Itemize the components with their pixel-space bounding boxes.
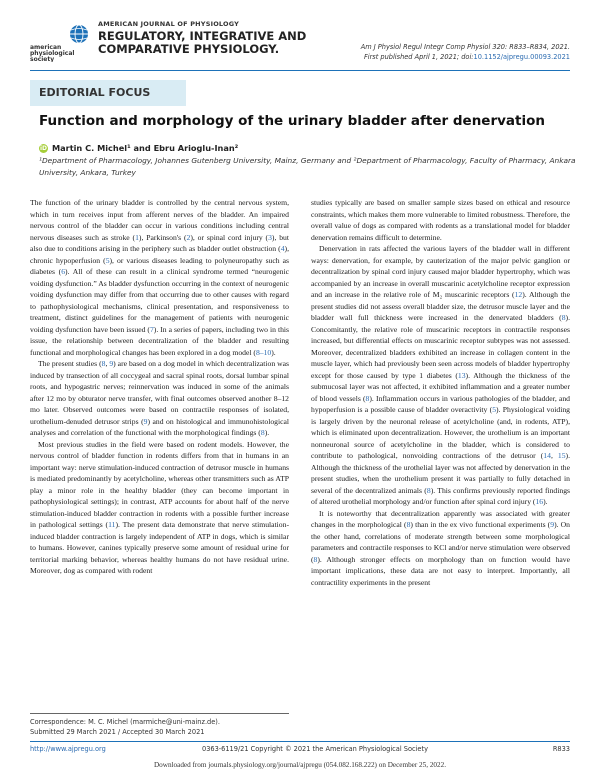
journal-title-line1: REGULATORY, INTEGRATIVE AND — [98, 29, 307, 43]
reference-link[interactable]: 9 — [109, 359, 114, 368]
submission-dates: Submitted 29 March 2021 / Accepted 30 March 2021 — [30, 728, 205, 736]
left-column — [30, 197, 289, 577]
correspondence-block — [30, 717, 220, 737]
orcid-icon[interactable]: iD — [39, 145, 48, 152]
reference-link[interactable]: 8 — [365, 393, 370, 403]
paragraph: Most previous studies in the field were based on rodent models. However, the nervous control of bladder function in rodents differs from that in humans in an important way: nerve stimulation-induced contraction of detrusor muscle in humans is mediated predominantly by acetylcholine, whereas other transmitters such as ATP play a minor role in the healthy bladder (they can become important in pathophysiological settings); in contrast, ATP accounts for about half of the nerve stimulation-induced bladder contraction in rodents with a possible further increase in pathological settings (11). The present data demonstrate that nerve stimulation-induced bladder contraction is largely independent of ATP in dogs, which is similar to humans. However, canines typically preserve some amount of residual urine for territorial marking behavior, whereas healthy humans do not have residual urine. Moreover, dog as compared with rodent — [30, 439, 289, 575]
citation-block — [361, 42, 570, 62]
reference-link[interactable]: 13 — [457, 370, 466, 380]
reference-link[interactable]: 8 — [101, 359, 106, 368]
citation: Am J Physiol Regul Integr Comp Physiol 320: R833–R834, 2021. — [360, 43, 570, 51]
header-rule — [30, 70, 570, 71]
paragraph: The present studies (8, 9) are based on a dog model in which decentralization was induced by transection of all coccygeal and sacral spinal roots, dorsal lumbar spinal roots, and hypogastric nerves; reinnervation was induced in some of the animals after 12 mo by obturator nerve transfer, with final outcomes observed another 8–12 mo later. Observed outcomes were based on contractile responses of isolated, urothelium-denuded detrusor strips (9) and on histological and immunohistological analyses and correlation of the functional with the morphological findings (8). — [30, 359, 290, 437]
reference-link[interactable]: 8 — [561, 313, 566, 322]
reference-link[interactable]: 12 — [514, 290, 523, 299]
correspondence: Correspondence: M. C. Michel (marmiche@uni-mainz.de). — [30, 718, 220, 726]
paragraph: The function of the urinary bladder is controlled by the central nervous system, which in turn receives input from afferent nerves of the bladder. An impaired nervous control of the bladder can occur in various conditions including central nervous diseases such as stroke (1), Parkinson's (2), or spinal cord injury (3), but also due to conditions arising in the periphery such as bladder outlet obstruction (4), chronic hypoperfusion (5), or various diseases leading to polyneuropathy such as diabetes (6). All of these can result in a clinical syndrome termed “neurogenic voiding dysfunction.” As bladder dysfunction occurring in the context of neurogenic voiding dysfunction may differ from that occurring due to other causes with regard to pathophysiological mechanisms, clinical presentation, and responsiveness to treatment, distinct guidelines for the management of patients with neurogenic voiding dysfunction have been issued (7). In a series of papers, including two in this issue, the relationship between decentralization of the bladder and resulting functional and morphological changes has been explored in a dog model (8–10). — [30, 198, 290, 357]
footer-rule — [30, 741, 570, 742]
journal-title-line2: COMPARATIVE PHYSIOLOGY. — [98, 42, 280, 56]
first-published — [361, 52, 570, 62]
section-label: EDITORIAL FOCUS — [39, 86, 151, 99]
reference-link[interactable]: 9 — [550, 520, 555, 529]
aps-globe-icon — [70, 25, 88, 43]
reference-link[interactable]: 14 — [543, 451, 551, 460]
reference-link[interactable]: 1 — [135, 232, 139, 242]
reference-link[interactable]: 8 — [426, 485, 431, 495]
reference-link[interactable]: 5 — [105, 255, 110, 265]
right-column — [311, 197, 570, 588]
affiliations: ¹Department of Pharmacology, Johannes Gutenberg University, Mainz, Germany and ²Department of Pharmacology, Faculty of Pharmacy, Ankara University, Ankara, Turkey — [39, 156, 576, 177]
reference-link[interactable]: 7 — [149, 324, 154, 334]
reference-link[interactable]: 3 — [268, 232, 272, 242]
journal-url-link[interactable]: http://www.ajpregu.org — [30, 745, 106, 753]
copyright: 0363-6119/21 Copyright © 2021 the American Physiological Society — [202, 745, 428, 753]
first-published-label: First published April 1, 2021; doi: — [363, 53, 474, 61]
svg-text:american physiological: american physiological society — [30, 44, 75, 62]
reference-link[interactable]: 2 — [186, 232, 191, 242]
reference-link[interactable]: 6 — [61, 267, 66, 276]
journal-series-name: AMERICAN JOURNAL OF PHYSIOLOGY — [98, 20, 240, 28]
reference-link[interactable]: 8 — [406, 520, 411, 529]
paragraph: studies typically are based on smaller sample sizes based on ethical and resource constraints, which makes them more vulnerable to limited robustness. Therefore, the overall value of dogs as compared with rodents as a translational model for bladder denervation remains difficult to determine. — [311, 198, 570, 242]
reference-link[interactable]: 11 — [108, 520, 116, 529]
journal-title — [98, 30, 306, 56]
download-notice: Downloaded from journals.physiology.org/journal/ajpregu (054.082.168.222) on December 25, 2022. — [153, 761, 447, 769]
reference-link[interactable]: 5 — [492, 405, 497, 414]
reference-link[interactable]: 8 — [313, 554, 318, 564]
reference-link[interactable]: 8–10 — [255, 347, 272, 357]
paragraph: Denervation in rats affected the various layers of the bladder wall in different ways: denervation, for example, by cauterization of the major pelvic ganglion or decentralization by spinal cord injury caused major bladder hypertrophy, which was accompanied by an increase in overall muscarinic acetylcholine receptor expression and an increase in the relative role of M₂ muscarinic receptors (12). Although the present studies did not assess overall bladder size, the detrusor muscle layer and the bladder wall full thickness were increased in the denervated bladders (8). Concomitantly, the relative role of muscarinic receptors in contractile responses increased, but differential effects on muscarinic receptor subtypes was not assessed. Moreover, decentralized bladders exhibited an increase in collagen content in the muscle layer, which had previously been seen across models of bladder hypertrophy except for those caused by type 1 diabetes (13). Although the thickness of the submucosal layer was not affected, it exhibited inflammation and a greater number of blood vessels (8). Inflammation occurs in various pathologies of the bladder, and hypoperfusion is a possible cause of bladder overactivity (5). Physiological voiding is largely driven by the neuronal release of acetylcholine (and, in rodents, ATP), which is eliminated upon decentralization. However, the urothelium is an important nonneuronal source of acetylcholine in the bladder, which is considered to contribute to pathological, nonvoiding contractions of the detrusor (14, 15). Although the thickness of the urothelial layer was not affected by denervation in the present studies, when the urothelium present it was partially to fully detached in several of the decentralized animals (8). This confirms previously reported findings of altered urothelial morphology and/or function after spinal cord injury (16). — [311, 244, 570, 506]
paragraph: It is noteworthy that decentralization apparently was associated with greater changes in the morphological (8) than in the ex vivo functional experiments (9). On the other hand, correlations of moderate strength between some morphological parameters and contractile responses to KCl and/or nerve stimulation were observed (8). Although stronger effects on morphology than on function would have important implications, these data are not easy to interpret. Importantly, all contractility experiments in the present — [311, 508, 571, 587]
doi-link[interactable]: 10.1152/ajpregu.00093.2021 — [473, 53, 570, 61]
page-number: R833 — [552, 745, 570, 753]
reference-link[interactable]: 16 — [535, 497, 544, 506]
authors: Martin C. Michel¹ and Ebru Arioglu-Inan² — [52, 143, 239, 153]
reference-link[interactable]: 4 — [280, 244, 285, 253]
footnote-rule — [30, 713, 289, 714]
article-title: Function and morphology of the urinary bladder after denervation — [39, 113, 545, 129]
reference-link[interactable]: 8 — [260, 428, 265, 437]
reference-link[interactable]: 9 — [143, 416, 148, 426]
reference-link[interactable]: 15 — [557, 451, 566, 460]
aps-logo — [30, 22, 92, 62]
